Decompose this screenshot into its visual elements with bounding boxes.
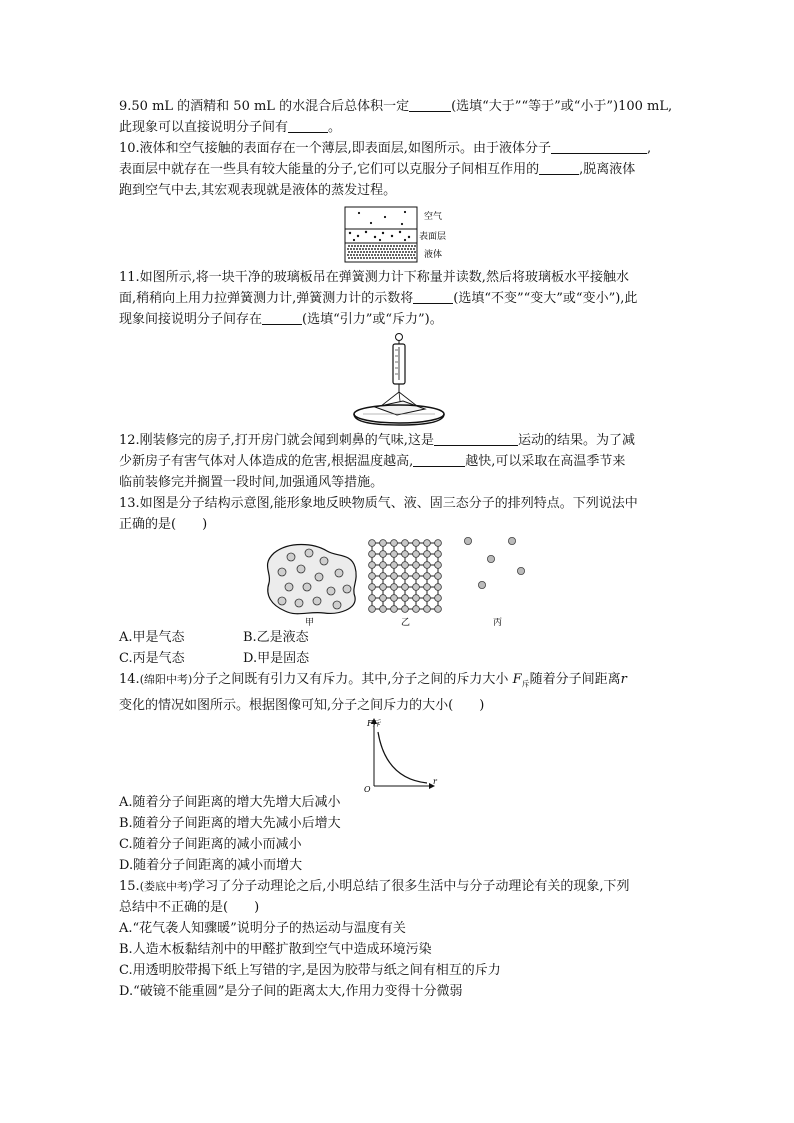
liquid-molecule bbox=[356, 254, 358, 256]
liquid-molecule bbox=[350, 254, 352, 256]
solid-molecule bbox=[391, 595, 398, 602]
liquid-molecule bbox=[387, 245, 389, 247]
solid-molecule bbox=[391, 573, 398, 580]
q15-option-c[interactable]: C.用透明胶带揭下纸上写错的字,是因为胶带与纸之间有相互的斥力 bbox=[119, 962, 501, 978]
solid-molecule bbox=[424, 584, 431, 591]
liquid-molecule bbox=[360, 257, 362, 259]
q11-text: 现象间接说明分子间存在 bbox=[119, 312, 263, 327]
liquid-molecule bbox=[351, 245, 353, 247]
liquid-molecule bbox=[374, 248, 376, 250]
liquid-molecule bbox=[414, 257, 416, 259]
liquid-molecule bbox=[408, 245, 410, 247]
q11-line-3 bbox=[119, 309, 689, 330]
q10-text: 表面层中就存在一些具有较大能量的分子,它们可以克服分子间相互作用的 bbox=[119, 162, 540, 177]
liquid-molecule bbox=[407, 254, 409, 256]
solid-molecule bbox=[424, 551, 431, 558]
q12-blank-2[interactable] bbox=[413, 452, 465, 467]
liquid-molecule bbox=[398, 248, 400, 250]
liquid-molecule bbox=[399, 245, 401, 247]
liquid-molecule bbox=[414, 251, 416, 253]
q13-option-c[interactable]: C.丙是气态 bbox=[119, 651, 185, 666]
solid-molecule bbox=[424, 595, 431, 602]
liquid-molecule bbox=[354, 245, 356, 247]
solid-molecule bbox=[413, 551, 420, 558]
liquid-molecule bbox=[365, 248, 367, 250]
solid-molecule bbox=[369, 606, 376, 613]
label-bing: 丙 bbox=[493, 618, 503, 627]
liquid-molecule bbox=[366, 257, 368, 259]
liquid-molecule bbox=[377, 248, 379, 250]
liquid-molecule bbox=[395, 248, 397, 250]
solid-molecule bbox=[424, 540, 431, 547]
q10-line-2 bbox=[119, 159, 689, 180]
q14-figure bbox=[119, 716, 689, 792]
liquid-molecule bbox=[360, 251, 362, 253]
liquid-molecule bbox=[395, 254, 397, 256]
liquid-molecule bbox=[393, 245, 395, 247]
q14-source: (绵阳中考) bbox=[139, 673, 193, 686]
liquid-molecule bbox=[356, 248, 358, 250]
axis-label-x: r bbox=[433, 776, 437, 786]
q11-blank-1[interactable] bbox=[413, 289, 453, 304]
q10-line-1 bbox=[119, 138, 689, 159]
liquid-molecule bbox=[347, 254, 349, 256]
solid-molecule bbox=[391, 540, 398, 547]
liquid-molecule bbox=[369, 245, 371, 247]
liquid-molecule bbox=[372, 245, 374, 247]
axis-origin: O bbox=[364, 784, 371, 792]
solid-molecule bbox=[369, 562, 376, 569]
q13-option-a[interactable]: A.甲是气态 bbox=[119, 630, 185, 645]
liquid-molecule bbox=[396, 251, 398, 253]
q13-options-row-2 bbox=[119, 648, 689, 669]
liquid-molecule bbox=[408, 251, 410, 253]
liquid-molecule bbox=[357, 257, 359, 259]
q12-line-2 bbox=[119, 451, 689, 472]
q13-line-1: 13.如图是分子结构示意图,能形象地反映物质气、液、固三态分子的排列特点。下列说法中 bbox=[119, 496, 638, 511]
q10-figure bbox=[119, 201, 689, 267]
solid-molecule bbox=[391, 562, 398, 569]
q13-option-d[interactable]: D.甲是固态 bbox=[243, 651, 310, 666]
liquid-molecule bbox=[405, 245, 407, 247]
liquid-molecule bbox=[353, 248, 355, 250]
liquid-molecule bbox=[390, 245, 392, 247]
liquid-molecule bbox=[354, 257, 356, 259]
q9-text: 此现象可以直接说明分子间有 bbox=[119, 120, 289, 135]
liquid-molecule bbox=[386, 254, 388, 256]
liquid-molecule bbox=[408, 257, 410, 259]
solid-molecule bbox=[369, 540, 376, 547]
q12-text: 越快,可以采取在高温季节来 bbox=[465, 454, 626, 469]
liquid-molecule bbox=[383, 254, 385, 256]
q13-options-row-1 bbox=[119, 627, 689, 648]
liquid-molecule bbox=[384, 245, 386, 247]
liquid-molecule bbox=[371, 248, 373, 250]
solid-molecule bbox=[391, 551, 398, 558]
liquid-molecule bbox=[402, 245, 404, 247]
liquid-molecule bbox=[401, 254, 403, 256]
q13-option-b[interactable]: B.乙是液态 bbox=[243, 630, 309, 645]
q14-text: 随着分子间距离 bbox=[529, 672, 621, 687]
liquid-molecule bbox=[387, 251, 389, 253]
liquid-molecule bbox=[381, 257, 383, 259]
solid-molecule bbox=[369, 595, 376, 602]
solid-molecule bbox=[413, 573, 420, 580]
liquid-molecule bbox=[393, 257, 395, 259]
solid-molecule bbox=[391, 584, 398, 591]
q14-text: 分子之间既有引力又有斥力。其中,分子之间的斥力大小 bbox=[192, 672, 509, 687]
q14-line-2: 变化的情况如图所示。根据图像可知,分子之间斥力的大小( ) bbox=[119, 697, 485, 713]
liquid-molecule bbox=[405, 257, 407, 259]
q14-symbol: F bbox=[512, 672, 522, 687]
liquid-molecule bbox=[383, 248, 385, 250]
solid-molecule bbox=[402, 551, 409, 558]
solid-molecule bbox=[369, 573, 376, 580]
q15-option-d[interactable]: D.“破镜不能重圆”是分子间的距离太大,作用力变得十分微弱 bbox=[119, 983, 463, 999]
liquid-molecule bbox=[362, 254, 364, 256]
liquid-molecule bbox=[390, 257, 392, 259]
solid-molecule bbox=[402, 595, 409, 602]
liquid-molecule bbox=[363, 251, 365, 253]
q14-option-c[interactable]: C.随着分子间距离的减小而减小 bbox=[119, 836, 302, 852]
q10-line-3: 跑到空气中去,其宏观表现就是液体的蒸发过程。 bbox=[119, 183, 397, 198]
solid-molecule bbox=[380, 606, 387, 613]
liquid-molecule bbox=[381, 251, 383, 253]
spring-scale-diagram bbox=[119, 330, 689, 430]
liquid-molecule bbox=[372, 257, 374, 259]
q11-text: (选填“不变”“变大”或“变小”),此 bbox=[453, 291, 638, 306]
q11-blank-2[interactable] bbox=[262, 310, 302, 325]
q15-source: (娄底中考) bbox=[139, 879, 193, 893]
label-liquid: 液体 bbox=[424, 250, 443, 260]
liquid-molecule bbox=[368, 254, 370, 256]
solid-molecule bbox=[435, 595, 442, 602]
solid-molecule bbox=[402, 573, 409, 580]
liquid-molecule bbox=[363, 257, 365, 259]
q15-line-2: 总结中不正确的是( ) bbox=[119, 899, 260, 915]
liquid-molecule bbox=[357, 245, 359, 247]
q12-blank-1[interactable] bbox=[434, 431, 518, 446]
liquid-molecule bbox=[378, 251, 380, 253]
liquid-molecule bbox=[399, 257, 401, 259]
liquid-molecule bbox=[401, 248, 403, 250]
solid-molecule bbox=[413, 606, 420, 613]
solid-molecule bbox=[369, 584, 376, 591]
solid-molecule bbox=[435, 540, 442, 547]
liquid-molecule bbox=[348, 257, 350, 259]
q9-line-1 bbox=[119, 96, 689, 117]
liquid-molecule bbox=[350, 248, 352, 250]
liquid-molecule bbox=[363, 245, 365, 247]
q14-option-b[interactable]: B.随着分子间距离的增大先减小后增大 bbox=[119, 815, 341, 831]
liquid-molecule bbox=[407, 248, 409, 250]
solid-molecule bbox=[424, 573, 431, 580]
liquid-molecule bbox=[389, 248, 391, 250]
liquid-molecule bbox=[348, 251, 350, 253]
q13-figure bbox=[119, 535, 689, 627]
q11-line-2 bbox=[119, 288, 689, 309]
q11-text: 面,稍稍向上用力拉弹簧测力计,弹簧测力计的示数将 bbox=[119, 291, 414, 306]
solid-molecule bbox=[402, 606, 409, 613]
q15-number: 15. bbox=[119, 878, 140, 894]
q12-text: 12.刚装修完的房子,打开房门就会闻到刺鼻的气味,这是 bbox=[119, 433, 434, 448]
q14-option-a[interactable]: A.随着分子间距离的增大先增大后减小 bbox=[119, 794, 341, 810]
q9-text: 9.50 mL 的酒精和 50 mL 的水混合后总体积一定 bbox=[119, 99, 410, 114]
liquid-molecule bbox=[405, 251, 407, 253]
q12-line-3: 临前装修完并搁置一段时间,加强通风等措施。 bbox=[119, 475, 384, 490]
liquid-molecule bbox=[402, 251, 404, 253]
q11-text: (选填“引力”或“斥力”)。 bbox=[302, 312, 443, 327]
liquid-molecule bbox=[411, 251, 413, 253]
solid-molecule bbox=[435, 551, 442, 558]
label-jia: 甲 bbox=[305, 618, 315, 627]
liquid-molecule bbox=[360, 245, 362, 247]
q10-text: , bbox=[646, 141, 652, 156]
q9-line-2 bbox=[119, 117, 689, 138]
solid-molecule bbox=[435, 606, 442, 613]
q15-option-a[interactable]: A.“花气袭人知骤暖”说明分子的热运动与温度有关 bbox=[119, 920, 406, 936]
liquid-molecule bbox=[378, 257, 380, 259]
solid-molecule bbox=[391, 606, 398, 613]
liquid-molecule bbox=[366, 245, 368, 247]
liquid-molecule bbox=[369, 251, 371, 253]
solid-molecule bbox=[380, 595, 387, 602]
solid-molecule bbox=[402, 562, 409, 569]
solid-molecule bbox=[413, 584, 420, 591]
q14-line-1 bbox=[119, 669, 689, 695]
q15-line-1 bbox=[119, 876, 689, 897]
liquid-molecule bbox=[375, 245, 377, 247]
liquid-molecule bbox=[398, 254, 400, 256]
q10-text: ,脱离液体 bbox=[579, 162, 636, 177]
q14-r: r bbox=[620, 672, 627, 687]
liquid-molecule bbox=[375, 251, 377, 253]
repulsion-graph bbox=[119, 716, 689, 792]
liquid-molecule bbox=[354, 251, 356, 253]
liquid-molecule bbox=[366, 251, 368, 253]
solid-molecule bbox=[402, 584, 409, 591]
solid-molecule bbox=[402, 540, 409, 547]
liquid-molecule bbox=[402, 257, 404, 259]
liquid-molecule bbox=[404, 254, 406, 256]
liquid-molecule bbox=[396, 245, 398, 247]
solid-molecule bbox=[413, 595, 420, 602]
liquid-molecule bbox=[378, 245, 380, 247]
liquid-molecule bbox=[392, 254, 394, 256]
q11-line-1: 11.如图所示,将一块干净的玻璃板吊在弹簧测力计下称量并读数,然后将玻璃板水平接触水 bbox=[119, 270, 629, 285]
liquid-molecule bbox=[399, 251, 401, 253]
liquid-molecule bbox=[380, 254, 382, 256]
solid-molecule bbox=[413, 540, 420, 547]
q12-text: 运动的结果。为了减 bbox=[517, 433, 635, 448]
liquid-molecule bbox=[411, 245, 413, 247]
liquid-molecule bbox=[348, 245, 350, 247]
solid-molecule bbox=[424, 606, 431, 613]
liquid-molecule bbox=[389, 254, 391, 256]
liquid-molecule bbox=[410, 254, 412, 256]
liquid-molecule bbox=[374, 254, 376, 256]
q14-option-d[interactable]: D.随着分子间距离的减小而增大 bbox=[119, 857, 303, 873]
q10-text: 10.液体和空气接触的表面存在一个薄层,即表面层,如图所示。由于液体分子 bbox=[119, 141, 551, 156]
liquid-molecule bbox=[404, 248, 406, 250]
q13-line-2: 正确的是( ) bbox=[119, 517, 208, 532]
liquid-molecule bbox=[384, 251, 386, 253]
solid-molecule bbox=[435, 584, 442, 591]
liquid-molecule bbox=[375, 257, 377, 259]
liquid-molecule bbox=[413, 254, 415, 256]
axis-label-y: F斥 bbox=[367, 718, 381, 728]
solid-molecule bbox=[369, 551, 376, 558]
solid-molecule bbox=[435, 562, 442, 569]
solid-molecule bbox=[380, 551, 387, 558]
liquid-molecule bbox=[396, 257, 398, 259]
liquid-molecule bbox=[368, 248, 370, 250]
liquid-molecule bbox=[393, 251, 395, 253]
liquid-molecule bbox=[369, 257, 371, 259]
liquid-molecule bbox=[380, 248, 382, 250]
solid-molecule bbox=[435, 573, 442, 580]
label-air: 空气 bbox=[424, 212, 443, 222]
liquid-molecule bbox=[387, 257, 389, 259]
solid-molecule bbox=[424, 562, 431, 569]
liquid-molecule bbox=[392, 248, 394, 250]
liquid-molecule bbox=[351, 257, 353, 259]
surface-layer-diagram bbox=[119, 201, 689, 267]
liquid-molecule bbox=[390, 251, 392, 253]
solid-molecule bbox=[380, 540, 387, 547]
liquid-molecule bbox=[362, 248, 364, 250]
solid-molecule bbox=[380, 573, 387, 580]
q15-option-b[interactable]: B.人造木板黏结剂中的甲醛扩散到空气中造成环境污染 bbox=[119, 941, 432, 957]
q10-blank-2[interactable] bbox=[539, 160, 579, 175]
liquid-molecule bbox=[357, 251, 359, 253]
liquid-molecule bbox=[384, 257, 386, 259]
liquid-molecule bbox=[347, 248, 349, 250]
q12-line-1 bbox=[119, 430, 689, 451]
label-surface: 表面层 bbox=[419, 232, 447, 242]
q10-blank-1[interactable] bbox=[551, 139, 647, 154]
liquid-molecule bbox=[353, 254, 355, 256]
q14-symbol-sub: 斥 bbox=[521, 679, 530, 689]
q12-text: 少新房子有害气体对人体造成的危害,根据温度越高, bbox=[119, 454, 414, 469]
q14-number: 14. bbox=[119, 672, 140, 687]
liquid-molecule bbox=[411, 257, 413, 259]
solid-molecule bbox=[380, 584, 387, 591]
q11-figure bbox=[119, 330, 689, 430]
molecule-arrangement-diagram bbox=[119, 535, 689, 627]
q9-text: 。 bbox=[328, 120, 342, 135]
solid-molecule bbox=[380, 562, 387, 569]
worksheet-page bbox=[119, 96, 689, 1002]
liquid-molecule bbox=[381, 245, 383, 247]
liquid-molecule bbox=[414, 245, 416, 247]
q9-blank-2[interactable] bbox=[288, 118, 328, 133]
q9-blank-1[interactable] bbox=[409, 97, 451, 112]
liquid-molecule bbox=[359, 254, 361, 256]
liquid-molecule bbox=[351, 251, 353, 253]
liquid-molecule bbox=[386, 248, 388, 250]
liquid-molecule bbox=[372, 251, 374, 253]
q9-text: (选填“大于”“等于”或“小于”)100 mL, bbox=[451, 99, 673, 114]
q15-text: 学习了分子动理论之后,小明总结了很多生活中与分子动理论有关的现象,下列 bbox=[192, 878, 630, 894]
label-yi: 乙 bbox=[401, 618, 411, 627]
solid-molecule bbox=[413, 562, 420, 569]
liquid-molecule bbox=[377, 254, 379, 256]
liquid-molecule bbox=[365, 254, 367, 256]
liquid-molecule bbox=[413, 248, 415, 250]
liquid-molecule bbox=[410, 248, 412, 250]
liquid-molecule bbox=[359, 248, 361, 250]
liquid-molecule bbox=[371, 254, 373, 256]
